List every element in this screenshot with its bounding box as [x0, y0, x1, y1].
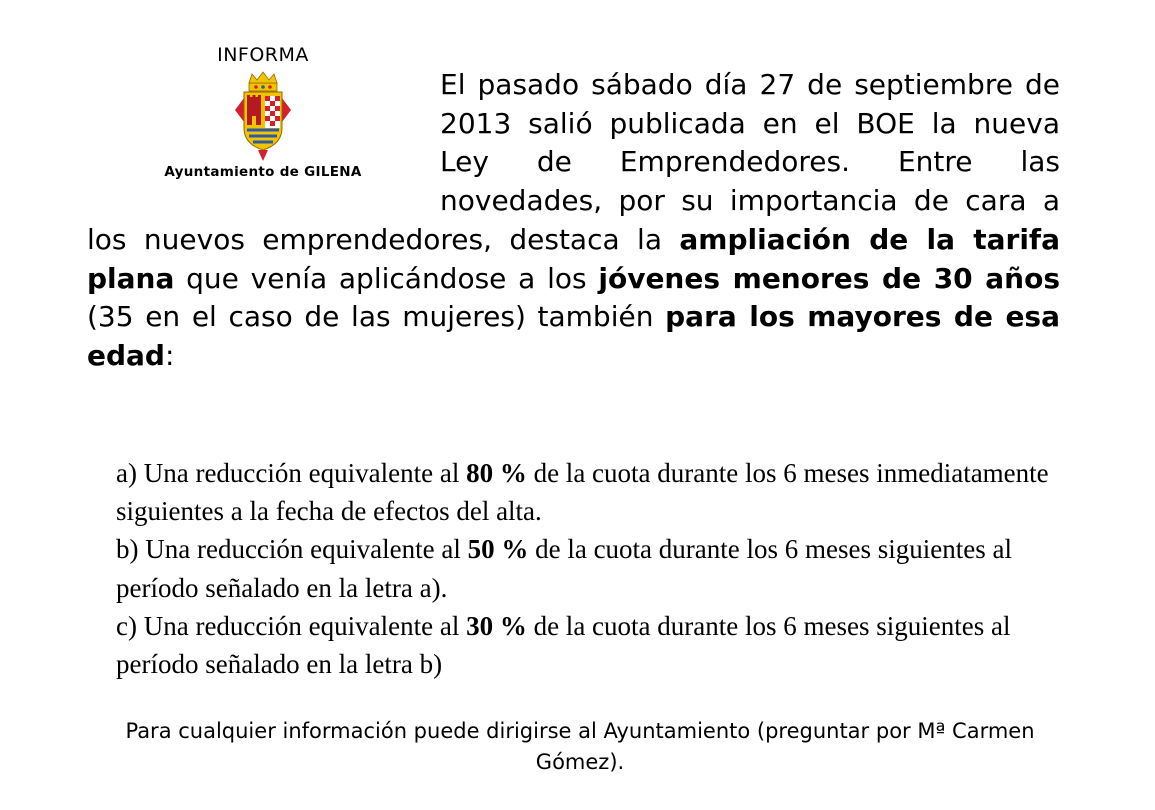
- reduction-c-percent: 30 %: [466, 610, 527, 641]
- reduction-c-text: c) Una reducción equivalente al: [116, 610, 467, 641]
- reduction-c-rest: de la cuota durante los 6 meses siguientes al período señalado en la letra b): [116, 610, 1011, 680]
- reduction-b-rest: de la cuota durante los 6 meses siguientes al período señalado en la letra a).: [116, 534, 1012, 603]
- reduction-item-b: [116, 530, 1056, 606]
- intro-text-4: :: [164, 338, 175, 372]
- reduction-a-percent: 80 %: [466, 458, 527, 488]
- reduction-a-text: a) Una reducción equivalente al: [116, 458, 467, 488]
- reduction-b-text: b) Una reducción equivalente al: [116, 534, 468, 565]
- reduction-item-c: [116, 607, 1056, 683]
- intro-text-3: (35 en el caso de las mujeres) también: [87, 300, 666, 334]
- intro-bold-tarifa-plana: ampliación de la tarifa plana: [87, 222, 1060, 295]
- intro-bold-mayores: para los mayores de esa edad: [87, 300, 1060, 372]
- intro-text-2: que venía aplicándose a los: [174, 261, 599, 295]
- reduction-item-a: [116, 454, 1056, 530]
- intro-bold-jovenes: jóvenes menores de 30 años: [598, 261, 1061, 295]
- intro-paragraph: [87, 66, 1060, 376]
- intro-text-1: El pasado sábado día 27 de septiembre de 2013 salió publicada en el BOE la nueva Ley de Emprendedores. Entre las novedades, por su importancia de cara a los nuevos emprendedores, destaca la: [87, 68, 1060, 256]
- municipality-caption: Ayuntamiento de GILENA: [164, 164, 362, 180]
- contact-footer: Para cualquier información puede dirigirse al Ayuntamiento (preguntar por Mª Carmen Gómez).: [125, 719, 1035, 774]
- reduction-a-rest: de la cuota durante los 6 meses inmediatamente siguientes a la fecha de efectos del alta.: [116, 458, 1049, 527]
- reduction-list: [116, 454, 1056, 683]
- informa-label: INFORMA: [217, 44, 309, 66]
- reduction-b-percent: 50 %: [467, 534, 529, 565]
